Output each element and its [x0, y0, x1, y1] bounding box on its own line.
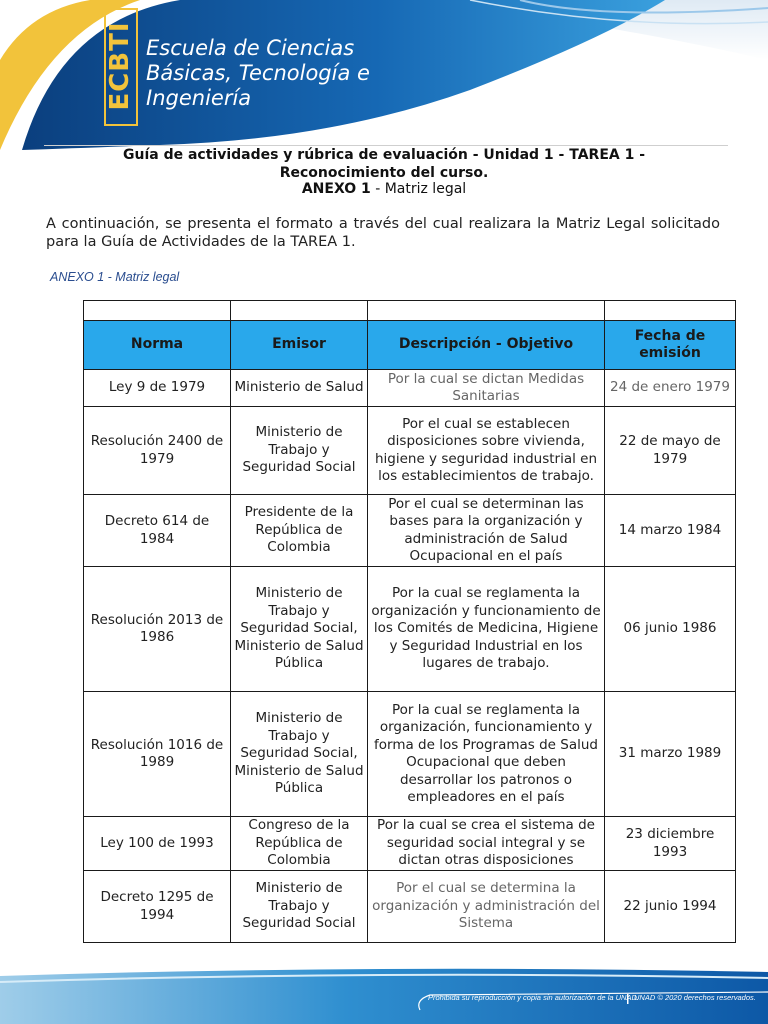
school-name: [146, 36, 370, 111]
table-blank-row: [84, 301, 736, 321]
table-row: [84, 495, 736, 567]
blank-cell: [231, 301, 368, 321]
cell-fecha: 24 de enero 1979: [605, 370, 736, 407]
rights-notice: UNAD © 2020 derechos reservados.: [634, 993, 756, 1002]
cell-descripcion: Por la cual se dictan Medidas Sanitarias: [368, 370, 605, 407]
cell-norma: Ley 100 de 1993: [84, 817, 231, 871]
cell-fecha: 31 marzo 1989: [605, 692, 736, 817]
ecbti-logo: ECBTI: [105, 21, 135, 111]
cell-descripcion: Por el cual se determinan las bases para la organización y administración de Salud Ocupacional en el país: [368, 495, 605, 567]
table-row: [84, 817, 736, 871]
cell-fecha: 22 junio 1994: [605, 871, 736, 943]
title-line-2: Reconocimiento del curso.: [279, 165, 489, 181]
cell-emisor: Presidente de la República de Colombia: [231, 495, 368, 567]
footer-banner: [0, 962, 768, 1024]
header-descripcion: Descripción - Objetivo: [368, 321, 605, 370]
school-name-line-2: Básicas, Tecnología e: [146, 61, 370, 85]
blank-cell: [605, 301, 736, 321]
table-row: [84, 370, 736, 407]
header-fecha: Fecha de emisión: [605, 321, 736, 370]
legal-matrix-table: [83, 300, 736, 943]
cell-descripcion: Por la cual se crea el sistema de seguridad social integral y se dictan otras disposiciones: [368, 817, 605, 871]
copyright-notice: Prohibida su reproducción y copia sin autorización de la UNAD.: [428, 993, 639, 1002]
table-row: [84, 407, 736, 495]
blank-cell: [84, 301, 231, 321]
cell-fecha: 22 de mayo de 1979: [605, 407, 736, 495]
cell-norma: Resolución 1016 de 1989: [84, 692, 231, 817]
cell-fecha: 06 junio 1986: [605, 567, 736, 692]
header-banner: [0, 0, 768, 150]
annex-subtitle: - Matriz legal: [370, 181, 467, 197]
title-line-1: Guía de actividades y rúbrica de evaluación - Unidad 1 - TAREA 1 -: [122, 147, 646, 163]
cell-fecha: 14 marzo 1984: [605, 495, 736, 567]
school-name-line-3: Ingeniería: [146, 86, 252, 110]
cell-norma: Decreto 1295 de 1994: [84, 871, 231, 943]
table-caption: ANEXO 1 - Matriz legal: [50, 270, 180, 284]
cell-norma: Ley 9 de 1979: [84, 370, 231, 407]
cell-descripcion: Por el cual se determina la organización y administración del Sistema: [368, 871, 605, 943]
cell-norma: Decreto 614 de 1984: [84, 495, 231, 567]
header-emisor: Emisor: [231, 321, 368, 370]
intro-paragraph: A continuación, se presenta el formato a través del cual realizara la Matriz Legal solicitado para la Guía de Actividades de la TAREA 1.: [46, 216, 720, 250]
table-header-row: [84, 321, 736, 370]
blank-cell: [368, 301, 605, 321]
header-norma: Norma: [84, 321, 231, 370]
cell-descripcion: Por la cual se reglamenta la organización y funcionamiento de los Comités de Medicina, Higiene y Seguridad Industrial en los lugares de trabajo.: [368, 567, 605, 692]
cell-fecha: 23 diciembre 1993: [605, 817, 736, 871]
cell-emisor: Ministerio de Trabajo y Seguridad Social, Ministerio de Salud Pública: [231, 567, 368, 692]
cell-descripcion: Por la cual se reglamenta la organización, funcionamiento y forma de los Programas de Salud Ocupacional que deben desarrollar los patronos o empleadores en el país: [368, 692, 605, 817]
cell-emisor: Ministerio de Trabajo y Seguridad Social, Ministerio de Salud Pública: [231, 692, 368, 817]
table-row: [84, 692, 736, 817]
document-title: [60, 146, 708, 182]
cell-norma: Resolución 2013 de 1986: [84, 567, 231, 692]
table-row: [84, 567, 736, 692]
cell-emisor: Ministerio de Trabajo y Seguridad Social: [231, 407, 368, 495]
cell-descripcion: Por el cual se establecen disposiciones sobre vivienda, higiene y seguridad industrial en los establecimientos de trabajo.: [368, 407, 605, 495]
annex-heading: [60, 181, 708, 198]
cell-norma: Resolución 2400 de 1979: [84, 407, 231, 495]
table-row: [84, 871, 736, 943]
school-name-line-1: Escuela de Ciencias: [146, 36, 355, 60]
annex-label: ANEXO 1: [301, 181, 371, 197]
cell-emisor: Ministerio de Salud: [231, 370, 368, 407]
cell-emisor: Ministerio de Trabajo y Seguridad Social: [231, 871, 368, 943]
cell-emisor: Congreso de la República de Colombia: [231, 817, 368, 871]
